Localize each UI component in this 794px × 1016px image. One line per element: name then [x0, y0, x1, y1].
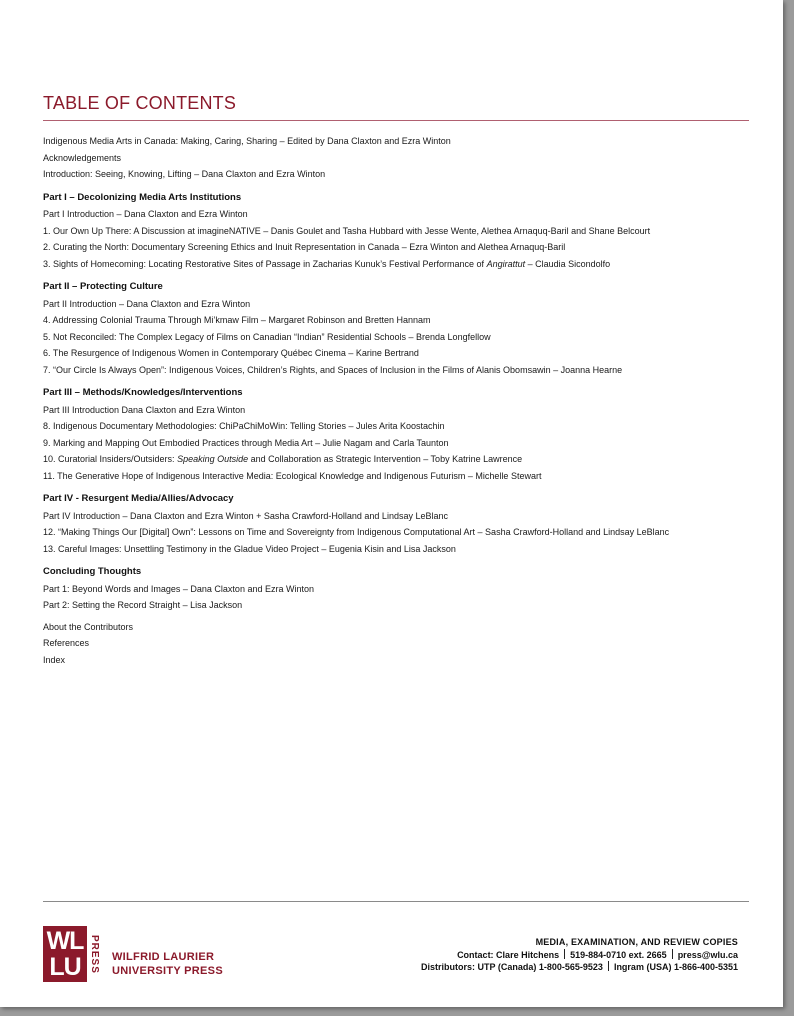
- contact-block: [421, 936, 738, 974]
- toc-entry: 1. Our Own Up There: A Discussion at imagineNATIVE – Danis Goulet and Tasha Hubbard with Jesse Wente, Alethea Arnaquq-Baril and Shane Belcourt: [43, 225, 651, 236]
- logo-mark: [43, 926, 87, 982]
- contact-email[interactable]: press@wlu.ca: [677, 949, 738, 960]
- contact-label: Contact: Clare Hitchens: [457, 949, 560, 960]
- logo-press-label: PRESS: [89, 934, 100, 974]
- toc-entry: Acknowledgements: [43, 152, 122, 163]
- toc-section-heading: Concluding Thoughts: [43, 566, 142, 577]
- toc-entry: 9. Marking and Mapping Out Embodied Practices through Media Art – Julie Nagam and Carla Taunton: [43, 437, 449, 448]
- contact-phone: 519-884-0710 ext. 2665: [570, 949, 667, 960]
- separator: [672, 949, 673, 959]
- toc-entry: Part IV Introduction – Dana Claxton and Ezra Winton + Sasha Crawford-Holland and Lindsay LeBlanc: [43, 510, 448, 521]
- toc-section-heading: Part IV - Resurgent Media/Allies/Advocacy: [43, 493, 234, 504]
- toc-entry: Part III Introduction Dana Claxton and Ezra Winton: [43, 404, 246, 415]
- wlu-press-logo: [43, 926, 100, 982]
- toc-entry: 12. “Making Things Our [Digital] Own”: Lessons on Time and Sovereignty from Indigenous Computational Art – Sasha Crawford-Holland and Lindsay LeBlanc: [43, 527, 670, 537]
- toc-section-heading: Part I – Decolonizing Media Arts Institutions: [43, 191, 242, 203]
- toc-entry: 8. Indigenous Documentary Methodologies: ChiPaChiMoWin: Telling Stories – Jules Arita Koostachin: [43, 421, 445, 431]
- toc-entry: [43, 258, 610, 270]
- toc-entry-text: 3. Sights of Homecoming: Locating Restorative Sites of Passage in Zacharias Kunuk’s Festival Performance of: [43, 258, 487, 269]
- press-name-line-2: UNIVERSITY PRESS: [112, 965, 223, 977]
- toc-entry-italic-title: Speaking Outside: [177, 454, 249, 464]
- toc-entry: 4. Addressing Colonial Trauma Through Mi’kmaw Film – Margaret Robinson and Bretten Hannam: [43, 315, 431, 325]
- footer-divider: [43, 901, 749, 902]
- toc-entry-text: and Collaboration as Strategic Intervention – Toby Katrine Lawrence: [248, 454, 523, 464]
- distributors-canada: Distributors: UTP (Canada) 1-800-565-9523: [421, 962, 603, 972]
- toc-entry: Part I Introduction – Dana Claxton and Ezra Winton: [43, 209, 248, 219]
- toc-entry: Part II Introduction – Dana Claxton and Ezra Winton: [43, 298, 251, 309]
- toc-entry-text: 10. Curatorial Insiders/Outsiders:: [43, 454, 178, 464]
- toc-entry: [43, 453, 522, 465]
- toc-entry: About the Contributors: [43, 621, 134, 632]
- toc-entry: 13. Careful Images: Unsettling Testimony in the Gladue Video Project – Eugenia Kisin and Lisa Jackson: [43, 543, 456, 554]
- distributors-line: [421, 961, 738, 974]
- contact-title: MEDIA, EXAMINATION, AND REVIEW COPIES: [535, 937, 738, 947]
- separator: [608, 961, 609, 971]
- toc-entry-italic-title: Angirattut: [486, 258, 526, 269]
- separator: [564, 949, 565, 959]
- toc-entry: References: [43, 638, 90, 648]
- toc-section-heading: Part III – Methods/Knowledges/Interventions: [43, 387, 243, 398]
- toc-section-heading: Part II – Protecting Culture: [43, 281, 163, 292]
- toc-entry: 6. The Resurgence of Indigenous Women in Contemporary Québec Cinema – Karine Bertrand: [43, 348, 419, 358]
- press-name-line-1: WILFRID LAURIER: [112, 951, 215, 963]
- toc-entry: 2. Curating the North: Documentary Screening Ethics and Inuit Representation in Canada – Ezra Winton and Alethea Arnaquq-Baril: [43, 242, 566, 252]
- toc-entry: 11. The Generative Hope of Indigenous Interactive Media: Ecological Knowledge and Indigenous Futurism – Michelle Stewart: [43, 470, 542, 481]
- logo-letters-bottom: LU: [49, 953, 81, 981]
- toc-entry-text: – Claudia Sicondolfo: [525, 258, 611, 269]
- toc-entry: Part 1: Beyond Words and Images – Dana Claxton and Ezra Winton: [43, 583, 314, 594]
- toc-entry: 7. “Our Circle Is Always Open”: Indigenous Voices, Children’s Rights, and Spaces of Inclusion in the Films of Alanis Obomsawin – Joanna Hearne: [43, 364, 623, 375]
- toc-entry: Introduction: Seeing, Knowing, Lifting – Dana Claxton and Ezra Winton: [43, 169, 326, 179]
- press-name: [112, 950, 223, 978]
- distributors-usa: Ingram (USA) 1-866-400-5351: [613, 962, 738, 972]
- title-divider: [43, 120, 749, 121]
- toc-entry: 5. Not Reconciled: The Complex Legacy of Films on Canadian “Indian” Residential Schools – Brenda Longfellow: [43, 331, 491, 342]
- contact-line: [421, 949, 738, 962]
- logo-letters-top: WL: [46, 927, 84, 955]
- toc-entry: Indigenous Media Arts in Canada: Making, Caring, Sharing – Edited by Dana Claxton and Ezra Winton: [43, 136, 451, 146]
- page-title: TABLE OF CONTENTS: [43, 93, 237, 113]
- toc-entry: Index: [43, 654, 66, 665]
- toc-entry: Part 2: Setting the Record Straight – Lisa Jackson: [43, 600, 243, 610]
